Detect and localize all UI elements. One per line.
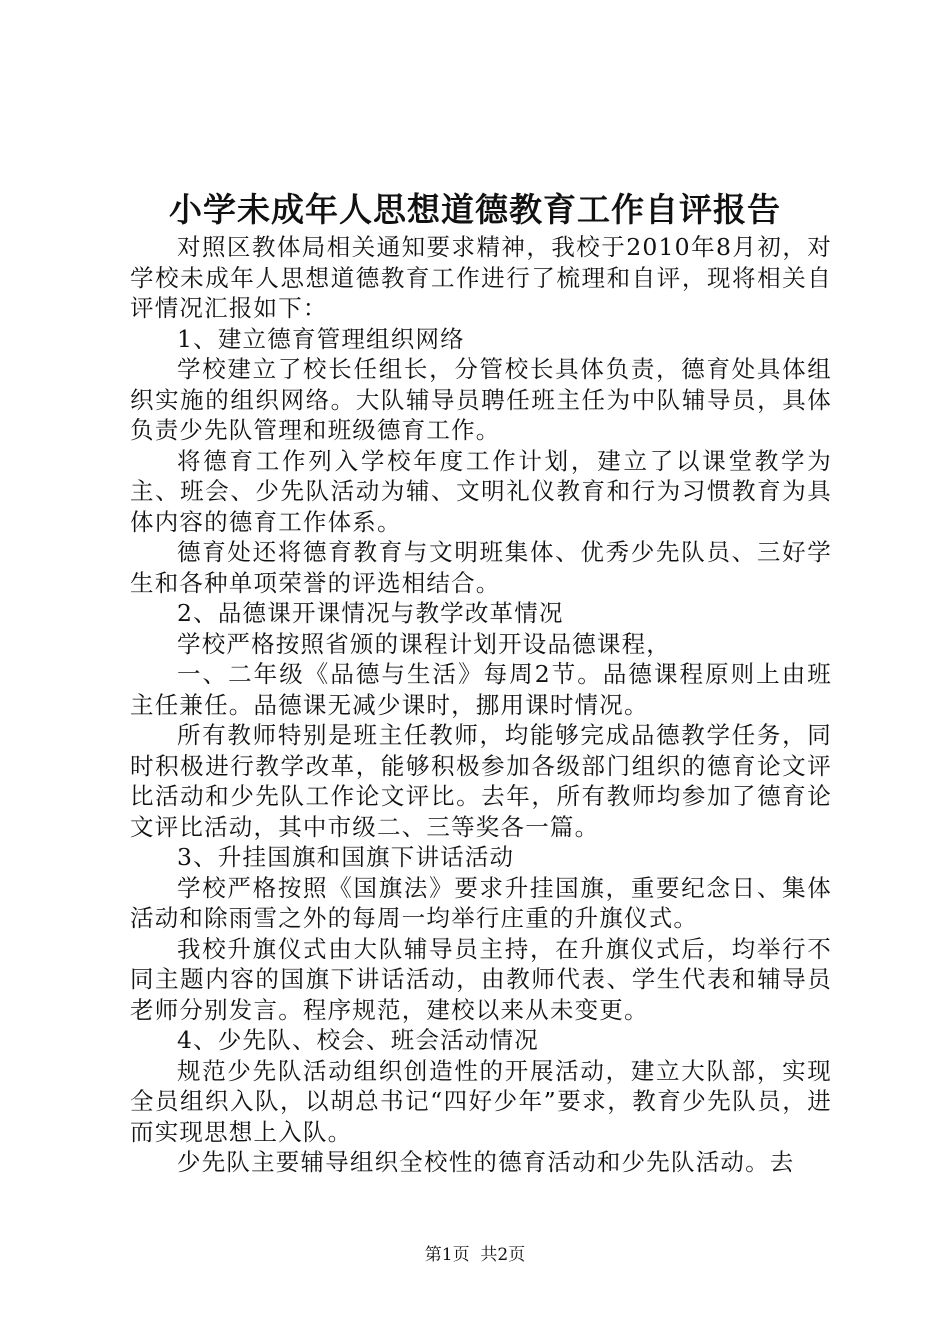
paragraph: 将德育工作列入学校年度工作计划，建立了以课堂教学为主、班会、少先队活动为辅、文明礼仪教育和行为习惯教育为具体内容的德育工作体系。	[130, 446, 832, 536]
paragraph: 德育处还将德育教育与文明班集体、优秀少先队员、三好学生和各种单项荣誉的评选相结合。	[130, 538, 832, 597]
paragraph-intro: 对照区教体局相关通知要求精神，我校于2010年8月初，对学校未成年人思想道德教育工作进行了梳理和自评，现将相关自评情况汇报如下：	[130, 233, 832, 322]
section-heading-1: 1、建立德育管理组织网络	[177, 324, 465, 353]
paragraph: 我校升旗仪式由大队辅导员主持，在升旗仪式后，均举行不同主题内容的国旗下讲话活动，由教师代表、学生代表和辅导员老师分别发言。程序规范，建校以来从未变更。	[130, 934, 832, 1024]
document-title: 小学未成年人思想道德教育工作自评报告	[169, 190, 781, 229]
document-body	[130, 232, 832, 1178]
paragraph: 所有教师特别是班主任教师，均能够完成品德教学任务，同时积极进行教学改革，能够积极参加各级部门组织的德育论文评比活动和少先队工作论文评比。去年，所有教师均参加了德育论文评比活动，其中市级二、三等奖各一篇。	[130, 721, 832, 841]
paragraph: 少先队主要辅导组织全校性的德育活动和少先队活动。去	[177, 1148, 795, 1176]
paragraph: 学校建立了校长任组长，分管校长具体负责，德育处具体组织实施的组织网络。大队辅导员聘任班主任为中队辅导员，具体负责少先队管理和班级德育工作。	[130, 355, 832, 444]
paragraph: 一、二年级《品德与生活》每周2节。品德课程原则上由班主任兼任。品德课无减少课时，挪用课时情况。	[130, 660, 832, 719]
paragraph: 规范少先队活动组织创造性的开展活动，建立大队部，实现全员组织入队，以胡总书记“四好少年”要求，教育少先队员，进而实现思想上入队。	[130, 1056, 832, 1146]
page-number-footer: 第1页 共2页	[424, 1245, 526, 1265]
paragraph: 学校严格按照《国旗法》要求升挂国旗，重要纪念日、集体活动和除雨雪之外的每周一均举行庄重的升旗仪式。	[130, 873, 832, 932]
section-heading-4: 4、少先队、校会、班会活动情况	[177, 1026, 539, 1054]
section-heading-3: 3、升挂国旗和国旗下讲话活动	[177, 843, 515, 871]
section-heading-2: 2、品德课开课情况与教学改革情况	[177, 599, 564, 627]
paragraph: 学校严格按照省颁的课程计划开设品德课程，	[177, 629, 671, 658]
